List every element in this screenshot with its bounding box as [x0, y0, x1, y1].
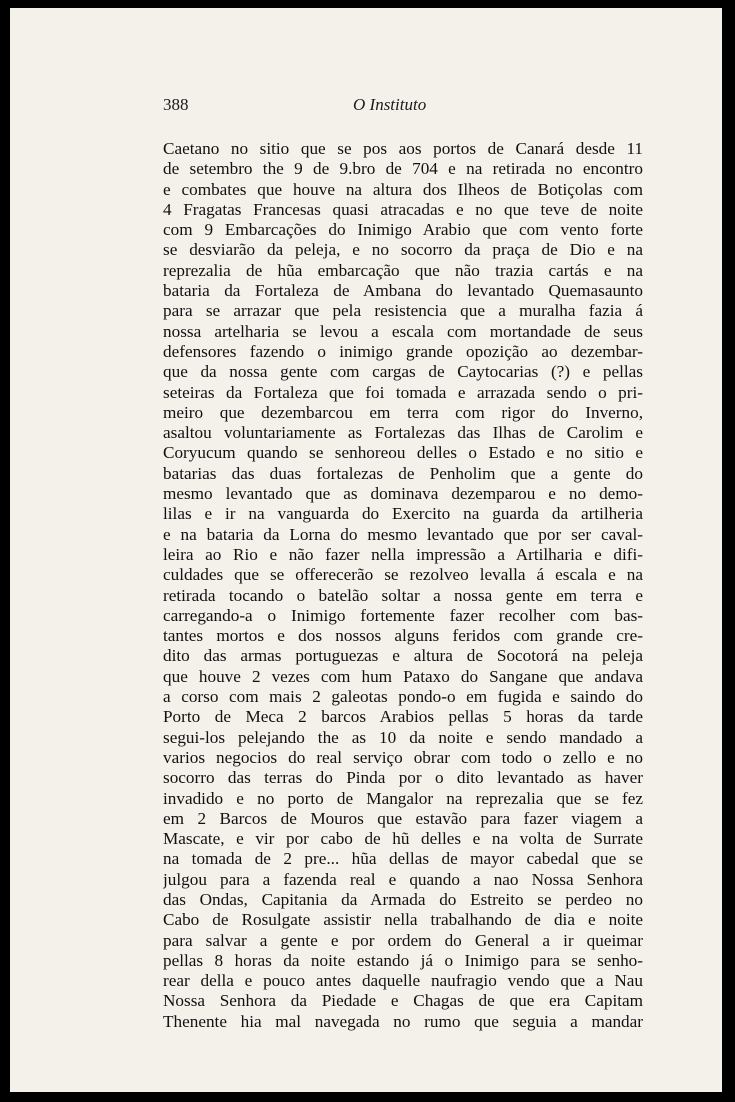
text-line: das Ondas, Capitania da Armada do Estreito se perdeo no: [163, 889, 643, 909]
text-line: Caetano no sitio que se pos aos portos de Canará desde 11: [163, 139, 643, 158]
text-line: Mascate, e vir por cabo de hũ delles e na volta de Surrate: [163, 829, 643, 849]
running-title: O Instituto: [353, 95, 427, 114]
text-line: na tomada de 2 pre... hũa dellas de mayor cabedal que se: [163, 849, 643, 869]
text-line: mesmo levantado que as dominava dezemparou e no demo-: [163, 484, 643, 504]
text-line: asaltou voluntariamente as Fortalezas das Ilhas de Carolim e: [163, 423, 643, 443]
text-line: lilas e ir na vanguarda do Exercito na guarda da artilheria: [163, 504, 643, 524]
text-line: bataria da Fortaleza de Ambana do levantado Quemasaunto: [163, 281, 643, 301]
text-line: varios negocios do real serviço obrar com todo o zello e no: [163, 747, 643, 767]
body-text: [163, 139, 643, 1032]
text-line: com 9 Embarcações do Inimigo Arabio que com vento forte: [163, 220, 643, 240]
text-line: invadido e no porto de Mangalor na reprezalia que se fez: [163, 788, 643, 808]
text-line: Porto de Meca 2 barcos Arabios pellas 5 horas da tarde: [163, 707, 643, 727]
text-line: e na bataria da Lorna do mesmo levantado que por ser caval-: [163, 524, 643, 544]
text-line: para salvar a gente e por ordem do General a ir queimar: [163, 930, 643, 950]
text-line: carregando-a o Inimigo fortemente fazer recolher com bas-: [163, 605, 643, 625]
text-line: tantes mortos e dos nossos alguns feridos com grande cre-: [163, 626, 643, 646]
text-line: que houve 2 vezes com hum Pataxo do Sangane que andava: [163, 666, 643, 686]
text-line: se desviarão da peleja, e no socorro da praça de Dio e na: [163, 240, 643, 260]
text-line: Coryucum quando se senhoreou delles o Estado e no sitio e: [163, 443, 643, 463]
text-line: 4 Fragatas Francesas quasi atracadas e no que teve de noite: [163, 199, 643, 219]
text-line: pellas 8 horas da noite estando já o Inimigo para se senho-: [163, 950, 643, 970]
text-line: seteiras da Fortaleza que foi tomada e arrazada sendo o pri-: [163, 382, 643, 402]
text-line: socorro das terras do Pinda por o dito levantado as haver: [163, 768, 643, 788]
text-line: Nossa Senhora da Piedade e Chagas de que era Capitam: [163, 991, 643, 1011]
text-line: culdades que se offerecerão se rezolveo levalla á escala e na: [163, 565, 643, 585]
text-line: leira ao Rio e não fazer nella impressão a Artilharia e difi-: [163, 544, 643, 564]
text-line: para se arrazar que pela resistencia que a muralha fazia á: [163, 301, 643, 321]
text-line: reprezalia de hũa embarcação que não trazia cartás e na: [163, 260, 643, 280]
text-line: rear della e pouco antes daquelle naufragio vendo que a Nau: [163, 971, 643, 991]
text-line: em 2 Barcos de Mouros que estavão para fazer viagem a: [163, 808, 643, 828]
text-line: a corso com mais 2 galeotas pondo-o em fugida e saindo do: [163, 687, 643, 707]
text-line: meiro que dezembarcou em terra com rigor do Inverno,: [163, 402, 643, 422]
text-line: e combates que houve na altura dos Ilheos de Botiçolas com: [163, 179, 643, 199]
text-line: batarias das duas fortalezas de Penholim que a gente do: [163, 463, 643, 483]
text-line: retirada tocando o batelão soltar a nossa gente em terra e: [163, 585, 643, 605]
text-line: de setembro the 9 de 9.bro de 704 e na retirada no encontro: [163, 159, 643, 179]
text-line: dito das armas portuguezas e altura de Socotorá na peleja: [163, 646, 643, 666]
text-line: segui-los pelejando the as 10 da noite e sendo mandado a: [163, 727, 643, 747]
page-header: [163, 95, 643, 125]
text-line: Thenente hia mal navegada no rumo que seguia a mandar: [163, 1011, 643, 1031]
text-line: Cabo de Rosulgate assistir nella trabalhando de dia e noite: [163, 910, 643, 930]
text-line: nossa artelharia se levou a escala com mortandade de seus: [163, 321, 643, 341]
page-number: 388: [163, 95, 189, 114]
text-line: defensores fazendo o inimigo grande opozição ao dezembar-: [163, 341, 643, 361]
text-line: que da nossa gente com cargas de Caytocarias (?) e pellas: [163, 362, 643, 382]
book-page: [10, 8, 722, 1092]
text-line: julgou para a fazenda real e quando a nao Nossa Senhora: [163, 869, 643, 889]
